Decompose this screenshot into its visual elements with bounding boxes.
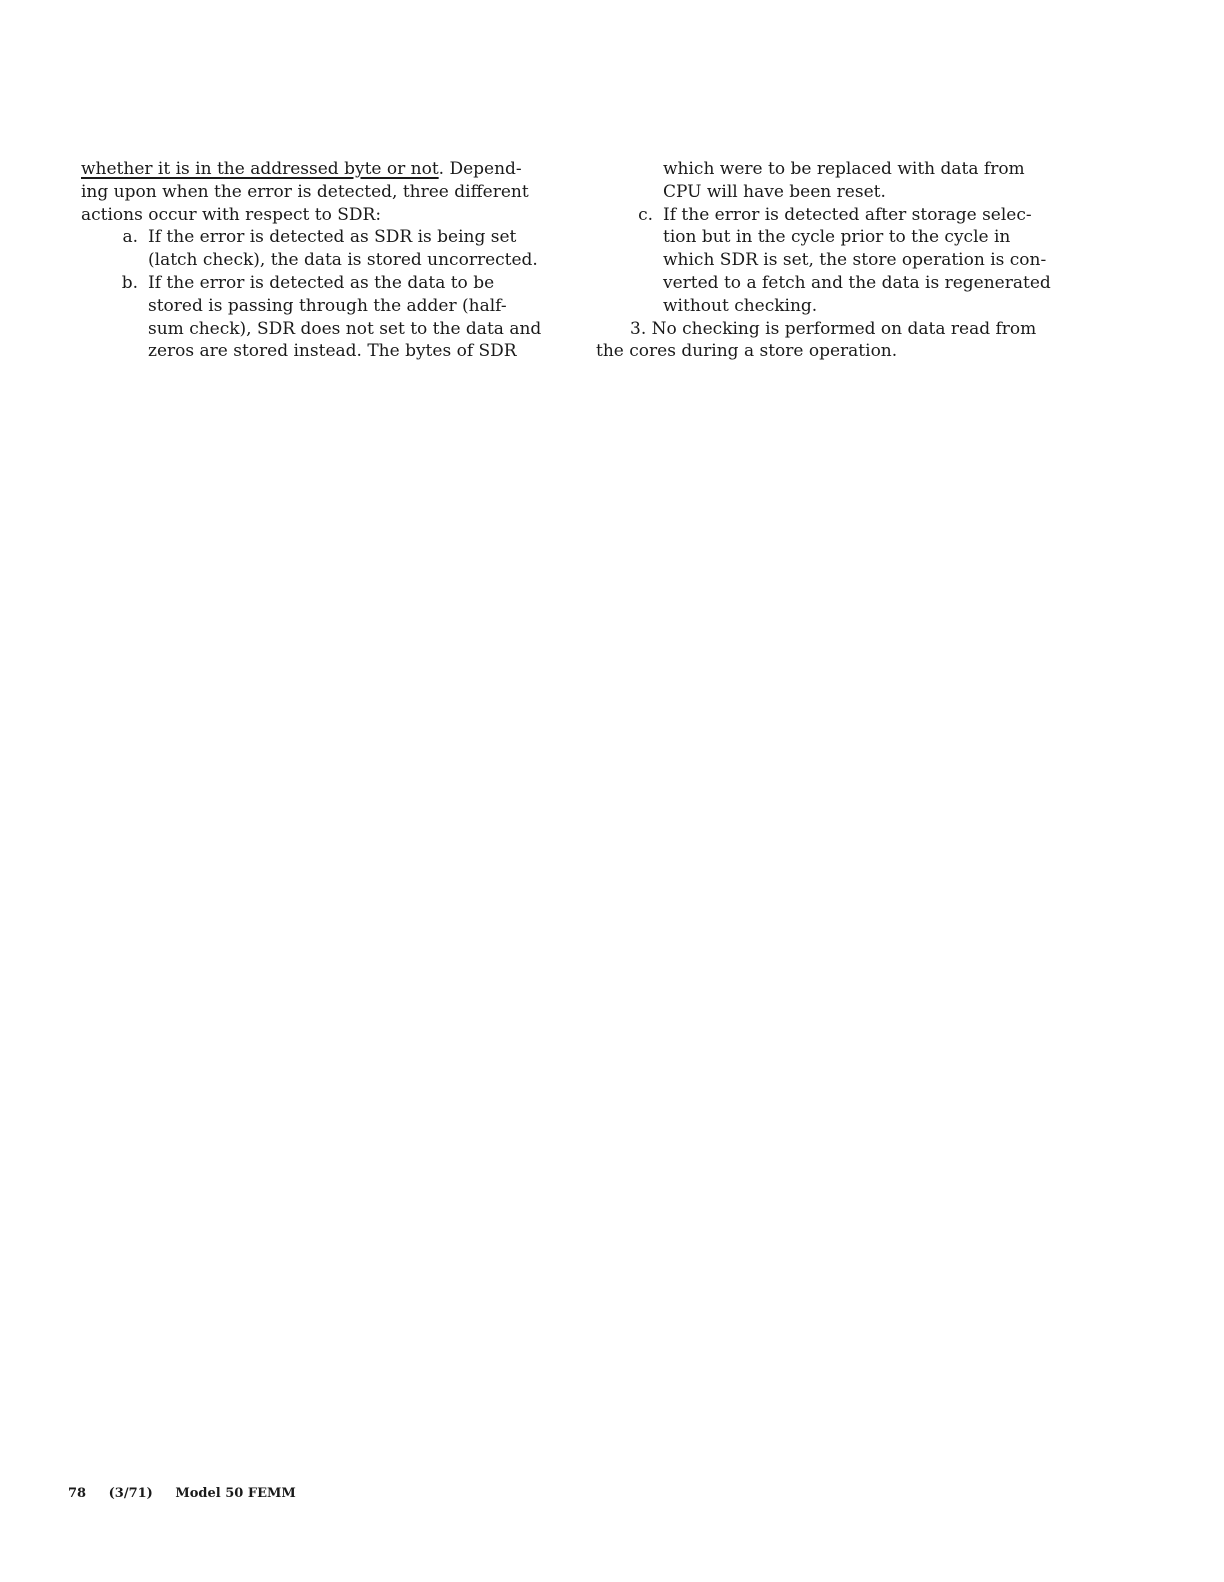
item-3-line: the cores during a store operation. xyxy=(596,341,898,362)
item-b-continued-line: CPU will have been reset. xyxy=(663,181,886,202)
intro-line: ing upon when the error is detected, three different xyxy=(81,181,529,202)
page-footer xyxy=(68,1486,314,1501)
item-a-line: a. If the error is detected as SDR is being set xyxy=(81,226,561,249)
right-column xyxy=(596,158,1076,363)
item-b-line: stored is passing through the adder (half- xyxy=(148,295,507,316)
item-c-line: tion but in the cycle prior to the cycle in xyxy=(663,227,1011,248)
page-number: 78 xyxy=(68,1486,87,1501)
item-a-line: (latch check), the data is stored uncorrected. xyxy=(148,250,538,271)
item-c-line: which SDR is set, the store operation is con- xyxy=(663,250,1047,271)
intro-line: actions occur with respect to SDR: xyxy=(81,204,382,225)
item-b-continued-line: which were to be replaced with data from xyxy=(663,159,1025,179)
item-c-label: c. xyxy=(638,204,653,225)
item-b-line: zeros are stored instead. The bytes of SDR xyxy=(148,341,517,362)
left-column xyxy=(81,158,561,363)
item-c-line: c. If the error is detected after storage selec- xyxy=(596,204,1076,227)
item-b-line: sum check), SDR does not set to the data and xyxy=(148,318,542,339)
underlined-phrase: whether it is in the addressed byte or not xyxy=(81,159,439,179)
intro-first-line: whether it is in the addressed byte or not. Depend- xyxy=(81,159,522,179)
revision-date: (3/71) xyxy=(108,1486,153,1501)
item-b-label: b. xyxy=(121,272,138,293)
item-a-label: a. xyxy=(122,227,138,248)
item-c-line: without checking. xyxy=(663,295,818,316)
item-c-line: verted to a fetch and the data is regenerated xyxy=(663,272,1051,293)
item-b-line: b. If the error is detected as the data to be xyxy=(81,272,561,295)
item-3-line: 3. No checking is performed on data read from xyxy=(630,318,1037,339)
manual-title: Model 50 FEMM xyxy=(175,1486,296,1501)
